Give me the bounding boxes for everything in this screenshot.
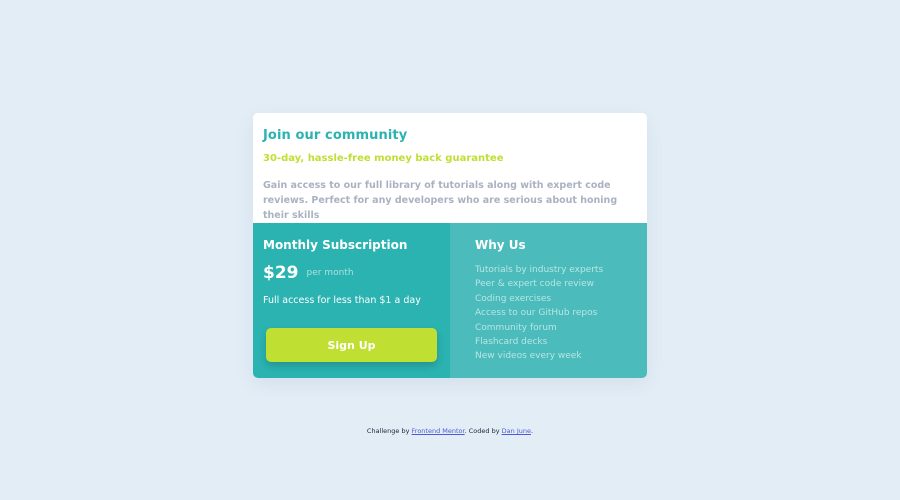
why-us-list — [475, 263, 603, 364]
why-us-heading: Why Us — [475, 238, 526, 252]
footer-prefix: Challenge by — [366, 427, 412, 435]
card-top-section — [253, 113, 647, 223]
guarantee-text: 30-day, hassle-free money back guarantee — [263, 153, 504, 164]
author-link[interactable]: Dan June — [501, 427, 531, 435]
sign-up-button[interactable]: Sign Up — [266, 328, 437, 362]
why-us-item: Peer & expert code review — [475, 279, 594, 290]
subscription-heading: Monthly Subscription — [263, 238, 408, 252]
frontend-mentor-link[interactable]: Frontend Mentor — [411, 427, 465, 435]
why-us-item: Tutorials by industry experts — [475, 265, 604, 275]
card-title: Join our community — [263, 128, 408, 143]
pricing-card — [253, 113, 647, 378]
why-us-item: Community forum — [475, 322, 557, 333]
why-us-item: Access to our GitHub repos — [475, 308, 598, 319]
price-note: Full access for less than $1 a day — [263, 295, 421, 306]
price-period: per month — [306, 268, 354, 278]
why-us-item: New videos every week — [475, 351, 582, 362]
footer-middle: . Coded by — [464, 427, 502, 435]
price-row — [263, 263, 354, 283]
footer-suffix: . — [530, 427, 534, 435]
price-value: $29 — [263, 263, 299, 283]
why-us-item: Flashcard decks — [475, 337, 548, 348]
card-description: Gain access to our full library of tutorials along with expert code reviews. Perfect for any developers who are serious about honing their skills — [263, 180, 618, 221]
why-us-item: Coding exercises — [475, 293, 552, 304]
attribution-footer — [0, 427, 900, 435]
why-us-panel — [450, 223, 647, 378]
